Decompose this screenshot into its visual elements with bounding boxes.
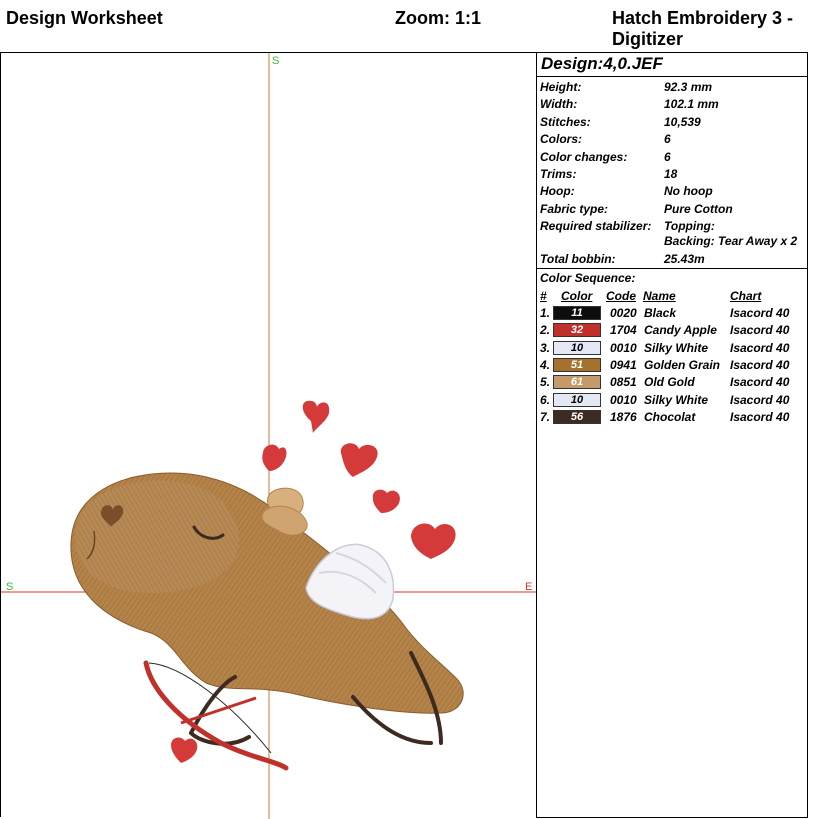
color-sequence-row: [537, 339, 807, 356]
stat-value-2: Backing: Tear Away x 2: [664, 234, 798, 249]
zoom-level: Zoom: 1:1: [395, 8, 482, 28]
color-sequence-row: [537, 408, 807, 425]
app-name-line2: Digitizer: [612, 29, 684, 49]
stat-label: Width:: [540, 97, 578, 112]
col-color: Color: [561, 288, 593, 303]
color-swatch: 61: [553, 375, 601, 389]
col-num: #: [540, 288, 547, 303]
stat-value: Pure Cotton: [664, 201, 733, 216]
thread-name: Chocolat: [644, 410, 696, 425]
arrow-shaft: [181, 698, 256, 723]
color-swatch: 10: [553, 393, 601, 407]
app-name-line1: Hatch Embroidery 3 -: [612, 8, 794, 28]
heart: [373, 490, 400, 513]
thread-code: 1704: [610, 323, 637, 338]
color-swatch: 10: [553, 341, 601, 355]
thread-code: 0941: [610, 358, 637, 373]
heart: [303, 401, 329, 433]
col-code: Code: [606, 288, 636, 303]
stat-value: No hoop: [664, 184, 713, 199]
stat-value: Topping:: [664, 219, 715, 234]
stat-value: 92.3 mm: [664, 80, 713, 94]
stat-stitches: [537, 113, 807, 130]
heart: [341, 443, 378, 477]
stat-value: 6: [664, 149, 671, 164]
embroidery-preview: [1, 53, 537, 819]
stat-label: Colors:: [540, 132, 582, 147]
stat-value: 25.43m: [664, 252, 705, 267]
stat-value: 6: [664, 132, 671, 147]
stat-label: Stitches:: [540, 114, 591, 129]
thread-code: 0851: [610, 375, 637, 390]
design-canvas: [0, 52, 536, 817]
thread-chart: Isacord 40: [730, 323, 790, 338]
row-number: 1.: [540, 305, 551, 320]
capybara-cupid-embroidery: [71, 401, 463, 768]
stat-value: 18: [664, 166, 678, 181]
stat-label: Height:: [540, 80, 582, 94]
design-filename: Design:4,0.JEF: [537, 53, 807, 77]
thread-name: Silky White: [644, 340, 709, 355]
app-name: [612, 8, 812, 50]
stat-height: [537, 78, 807, 95]
color-swatch: 11: [553, 306, 601, 320]
heart: [262, 445, 286, 471]
stat-value: 10,539: [664, 114, 701, 129]
row-number: 6.: [540, 392, 551, 407]
stat-label: Fabric type:: [540, 201, 609, 216]
stat-stabilizer: [537, 217, 807, 250]
col-name: Name: [643, 288, 676, 303]
thread-code: 0010: [610, 392, 637, 407]
thread-chart: Isacord 40: [730, 340, 790, 355]
row-number: 5.: [540, 375, 551, 390]
stat-value: 102.1 mm: [664, 97, 719, 112]
color-sequence-list: [537, 304, 807, 426]
thread-chart: Isacord 40: [730, 305, 790, 320]
color-sequence-heading: Color Sequence:: [540, 270, 636, 285]
stat-total-bobbin: [537, 250, 807, 267]
stat-width: [537, 95, 807, 112]
color-swatch: 32: [553, 323, 601, 337]
thread-code: 0020: [610, 305, 637, 320]
thread-name: Golden Grain: [644, 358, 721, 373]
stat-label: Hoop:: [540, 184, 575, 199]
color-sequence-row: [537, 321, 807, 338]
color-swatch: 56: [553, 410, 601, 424]
stat-hoop: [537, 182, 807, 199]
start-marker-left: S: [6, 581, 14, 593]
row-number: 3.: [540, 340, 551, 355]
thread-code: 0010: [610, 340, 637, 355]
stat-fabric-type: [537, 200, 807, 217]
worksheet-title: Design Worksheet: [6, 8, 163, 28]
stat-label: Required stabilizer:: [540, 219, 652, 234]
thread-name: Old Gold: [644, 375, 695, 390]
color-sequence-row: [537, 356, 807, 373]
thread-chart: Isacord 40: [730, 375, 790, 390]
col-chart: Chart: [730, 288, 762, 303]
row-number: 7.: [540, 410, 551, 425]
thread-chart: Isacord 40: [730, 392, 790, 407]
thread-chart: Isacord 40: [730, 410, 790, 425]
stat-colors: [537, 130, 807, 147]
color-sequence-row: [537, 391, 807, 408]
end-marker-right: E: [525, 581, 533, 593]
color-sequence-columns: [537, 287, 807, 304]
color-sequence-row: [537, 304, 807, 321]
design-stats: [537, 77, 807, 269]
stat-trims: [537, 165, 807, 182]
heart: [171, 738, 197, 763]
design-info-panel: [536, 52, 808, 818]
start-marker-top: S: [272, 55, 280, 67]
color-sequence-row: [537, 373, 807, 390]
row-number: 4.: [540, 358, 551, 373]
stat-label: Color changes:: [540, 149, 628, 164]
thread-name: Silky White: [644, 392, 709, 407]
thread-chart: Isacord 40: [730, 358, 790, 373]
stat-label: Trims:: [540, 166, 577, 181]
stat-color-changes: [537, 148, 807, 165]
color-swatch: 51: [553, 358, 601, 372]
thread-name: Black: [644, 305, 677, 320]
row-number: 2.: [540, 323, 551, 338]
thread-name: Candy Apple: [644, 323, 717, 338]
stat-label: Total bobbin:: [540, 252, 616, 267]
thread-code: 1876: [610, 410, 637, 425]
heart: [411, 523, 456, 559]
